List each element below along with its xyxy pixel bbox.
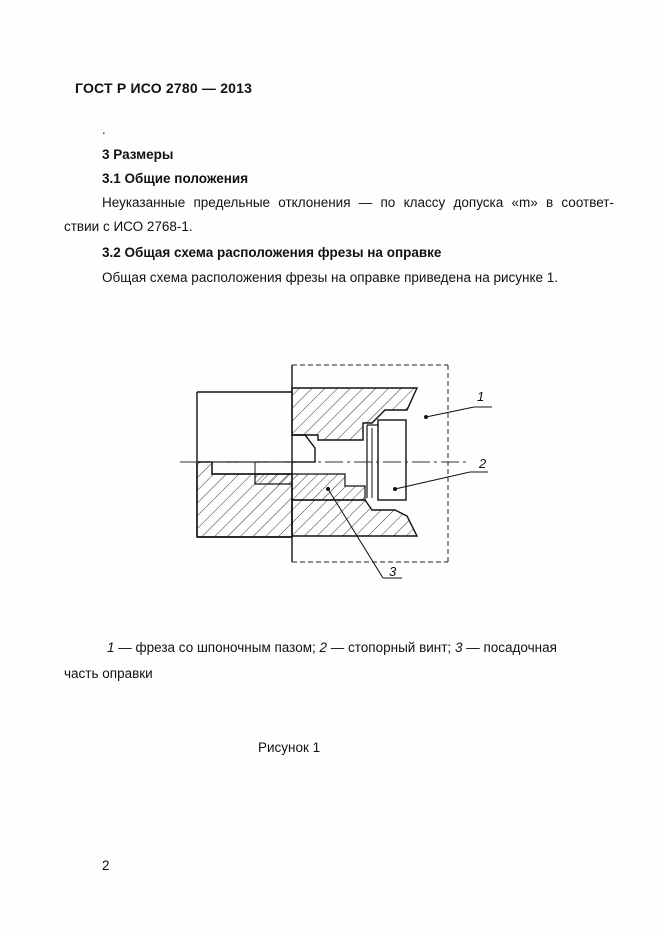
callout-2-dot [393, 487, 397, 491]
legend-num-3: 3 [454, 640, 463, 655]
section-3-2-heading: 3.2 Общая схема расположения фрезы на оправке [102, 245, 442, 260]
figure-legend-line-1 [107, 640, 557, 655]
paragraph-1-line-2: ствии с ИСО 2768-1. [64, 219, 193, 234]
word: допуска [453, 195, 504, 210]
legend-num-2: 2 [319, 640, 328, 655]
word: Неуказанные [102, 195, 186, 210]
legend-num-1: 1 [107, 640, 115, 655]
legend-text-2: — стопорный винт; [327, 640, 455, 655]
word: в [546, 195, 554, 210]
word: предельные [193, 195, 271, 210]
callout-3-dot [326, 487, 330, 491]
cutter-lower-section [292, 500, 417, 536]
word: отклонения [278, 195, 351, 210]
section-3-heading: 3 Размеры [102, 147, 174, 162]
stop-screw [378, 420, 406, 500]
callout-1-dot [424, 415, 428, 419]
word: «m» [511, 195, 538, 210]
callout-1-label: 1 [477, 389, 485, 404]
word: по [380, 195, 396, 210]
document-header: ГОСТ Р ИСО 2780 — 2013 [75, 80, 253, 96]
arbor-step [212, 462, 292, 474]
word: соответ- [561, 195, 614, 210]
word: классу [403, 195, 446, 210]
stray-dot: . [102, 122, 106, 137]
section-3-1-heading: 3.1 Общие положения [102, 171, 249, 186]
paragraph-2: Общая схема расположения фрезы на оправке приведена на рисунке 1. [102, 270, 559, 285]
word: — [358, 195, 373, 210]
callout-2-label: 2 [479, 456, 487, 471]
legend-text-1: — фреза со шпоночным пазом; [114, 640, 320, 655]
page-number: 2 [102, 858, 110, 873]
arbor-section [197, 462, 292, 537]
figure-legend-line-2: часть оправки [64, 666, 153, 681]
figure-caption: Рисунок 1 [258, 740, 321, 755]
callout-3-label: 3 [389, 564, 397, 579]
legend-text-3: — посадочная [462, 640, 557, 655]
cutter-upper-inner [292, 435, 315, 462]
